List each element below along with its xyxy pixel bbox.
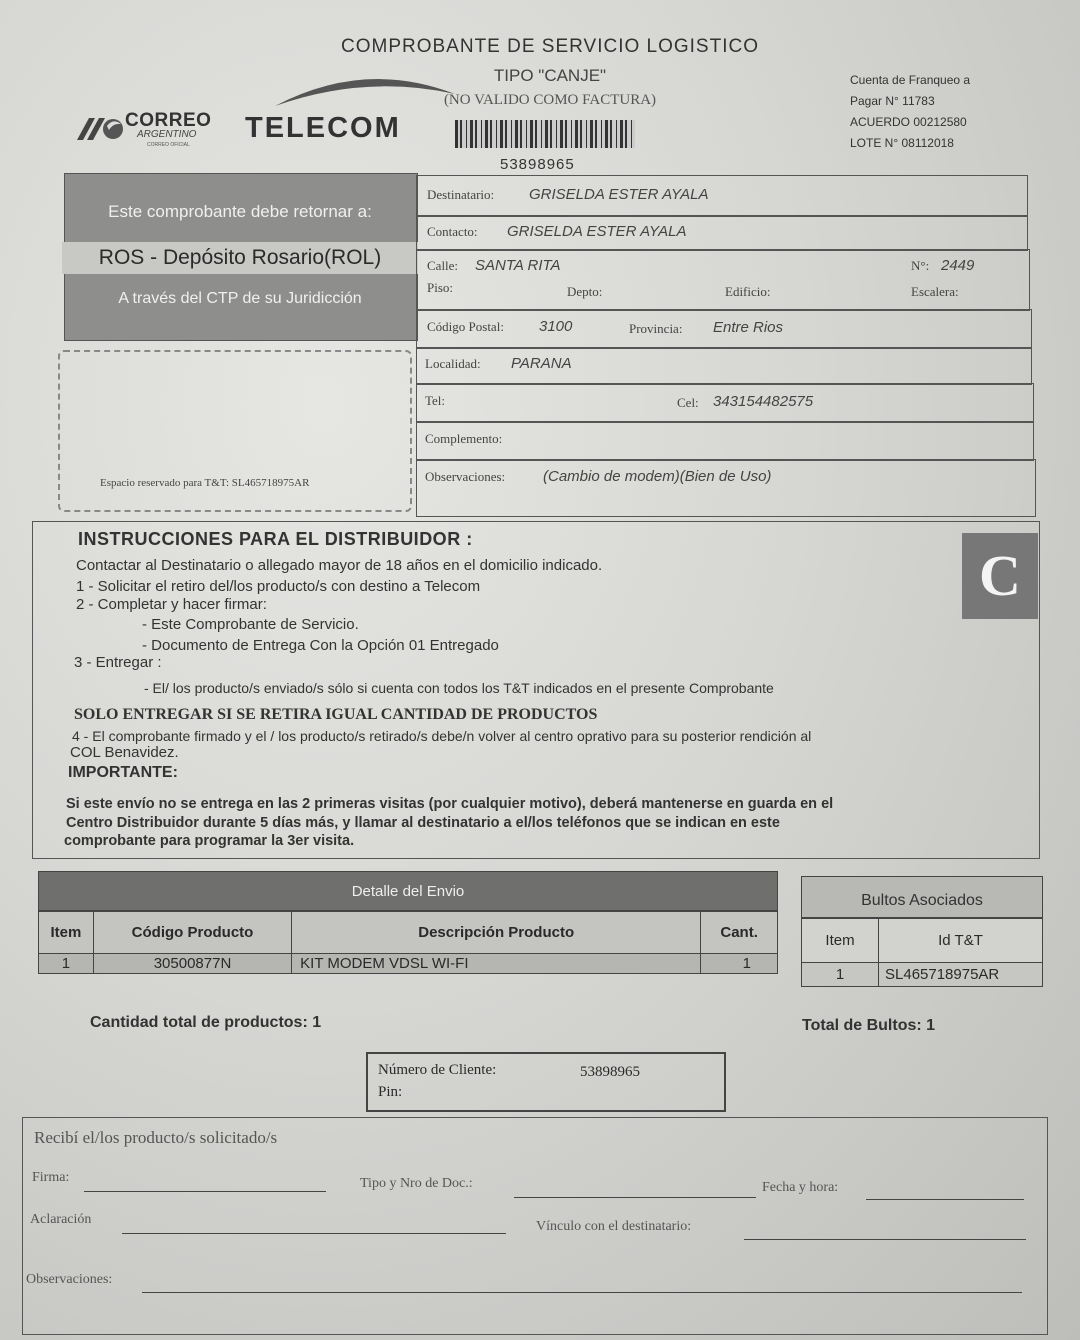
instruction-line: 1 - Solicitar el retiro del/los producto/s con destino a Telecom bbox=[76, 578, 481, 595]
acuerdo-number: ACUERDO 00212580 bbox=[850, 115, 967, 129]
cel-value: 343154482575 bbox=[713, 393, 814, 410]
depto-label: Depto: bbox=[567, 284, 603, 299]
invoice-note: (NO VALIDO COMO FACTURA) bbox=[443, 92, 657, 108]
col-item: Item bbox=[39, 912, 94, 954]
lote-number: LOTE N° 08112018 bbox=[850, 136, 954, 150]
signature-title: Recibí el/los producto/s solicitado/s bbox=[34, 1128, 278, 1147]
instructions-title: INSTRUCCIONES PARA EL DISTRIBUIDOR : bbox=[78, 529, 473, 549]
signature-box bbox=[22, 1117, 1048, 1335]
firma-line[interactable] bbox=[84, 1191, 326, 1192]
correo-logo-small: CORREO OFICIAL bbox=[147, 142, 190, 148]
instruction-line: 4 - El comprobante firmado y el / los producto/s retirado/s debe/n volver al centro oprativo para su posterior rendición al bbox=[72, 728, 812, 744]
contacto-value: GRISELDA ESTER AYALA bbox=[507, 223, 687, 240]
observaciones-label: Observaciones: bbox=[425, 469, 506, 484]
cell-item: 1 bbox=[802, 963, 879, 987]
calle-value: SANTA RITA bbox=[475, 257, 561, 274]
aclaracion-label: Aclaración bbox=[30, 1212, 92, 1227]
col-codigo: Código Producto bbox=[93, 912, 291, 954]
cell-codigo: 30500877N bbox=[93, 954, 291, 974]
instruction-warning: SOLO ENTREGAR SI SE RETIRA IGUAL CANTIDAD DE PRODUCTOS bbox=[74, 706, 598, 723]
escalera-label: Escalera: bbox=[911, 284, 959, 299]
correo-argentino-logo bbox=[75, 110, 245, 154]
tipo-doc-line[interactable] bbox=[514, 1197, 756, 1198]
cliente-box bbox=[366, 1052, 726, 1112]
telefono-row bbox=[416, 383, 1034, 423]
localidad-value: PARANA bbox=[511, 355, 572, 372]
cell-cantidad: 1 bbox=[701, 954, 778, 974]
complemento-row bbox=[416, 421, 1034, 461]
vinculo-line[interactable] bbox=[744, 1239, 1026, 1240]
localidad-label: Localidad: bbox=[425, 356, 481, 371]
col-cantidad: Cant. bbox=[701, 912, 778, 954]
table-row bbox=[39, 954, 778, 974]
col-id-tt: Id T&T bbox=[879, 919, 1043, 963]
telecom-logo: TELECOM bbox=[245, 112, 401, 144]
cliente-label: Número de Cliente: bbox=[378, 1062, 497, 1078]
table-header-row bbox=[802, 919, 1043, 963]
correo-logo-text: CORREO bbox=[125, 110, 212, 131]
table-row bbox=[802, 963, 1043, 987]
localidad-row bbox=[416, 347, 1032, 385]
tel-label: Tel: bbox=[425, 393, 446, 408]
franqueo-info bbox=[850, 70, 1050, 154]
franqueo-number: Pagar N° 11783 bbox=[850, 94, 935, 108]
cell-descripcion: KIT MODEM VDSL WI-FI bbox=[292, 954, 701, 974]
aclaracion-line[interactable] bbox=[122, 1233, 506, 1234]
correo-logo-sub: ARGENTINO bbox=[137, 129, 197, 140]
total-bultos: Total de Bultos: 1 bbox=[802, 1017, 936, 1034]
numero-label: N°: bbox=[911, 258, 930, 273]
destinatario-row bbox=[416, 175, 1028, 217]
important-line: Centro Distribuidor durante 5 días más, y llamar al destinatario a el/los teléfonos que se indican en este bbox=[66, 815, 780, 831]
table-header-row bbox=[39, 912, 778, 954]
reserved-space-text: Espacio reservado para T&T: SL465718975AR bbox=[100, 477, 310, 489]
calle-label: Calle: bbox=[427, 258, 459, 273]
instruction-line: - Documento de Entrega Con la Opción 01 Entregado bbox=[142, 637, 499, 654]
franqueo-line: Cuenta de Franqueo a bbox=[850, 73, 971, 87]
document-type: TIPO "CANJE" bbox=[493, 66, 607, 85]
fecha-label: Fecha y hora: bbox=[762, 1180, 839, 1195]
firma-label: Firma: bbox=[32, 1170, 70, 1185]
detalle-table bbox=[38, 911, 778, 974]
important-line: comprobante para programar la 3er visita. bbox=[64, 833, 355, 849]
observaciones-row bbox=[416, 459, 1036, 517]
codigo-postal-row bbox=[416, 309, 1032, 349]
cell-id-tt: SL465718975AR bbox=[879, 963, 1043, 987]
barcode bbox=[455, 120, 635, 148]
contacto-row bbox=[416, 215, 1028, 251]
detalle-envio-title: Detalle del Envio bbox=[38, 871, 778, 911]
instruction-line: COL Benavidez. bbox=[70, 744, 179, 761]
category-badge: C bbox=[962, 533, 1038, 619]
cp-label: Código Postal: bbox=[427, 319, 504, 334]
pin-label: Pin: bbox=[378, 1084, 403, 1100]
observaciones-line[interactable] bbox=[142, 1292, 1022, 1293]
instruction-line: 3 - Entregar : bbox=[74, 654, 162, 671]
instruction-line: 2 - Completar y hacer firmar: bbox=[76, 596, 267, 613]
instruction-line: Contactar al Destinatario o allegado mayor de 18 años en el domicilio indicado. bbox=[76, 557, 603, 574]
return-instruction: Este comprobante debe retornar a: bbox=[108, 202, 372, 221]
instruction-line: - Este Comprobante de Servicio. bbox=[142, 616, 359, 633]
fecha-line[interactable] bbox=[866, 1199, 1024, 1200]
bultos-table bbox=[801, 918, 1043, 987]
cliente-value: 53898965 bbox=[580, 1064, 640, 1080]
observaciones-value: (Cambio de modem)(Bien de Uso) bbox=[543, 468, 772, 485]
provincia-label: Provincia: bbox=[629, 321, 683, 336]
destinatario-value: GRISELDA ESTER AYALA bbox=[529, 186, 709, 203]
instruction-line: - El/ los producto/s enviado/s sólo si cuenta con todos los T&T indicados en el presente Comprobante bbox=[144, 680, 774, 696]
col-item: Item bbox=[802, 919, 879, 963]
cell-item: 1 bbox=[39, 954, 94, 974]
return-via: A través del CTP de su Juridicción bbox=[118, 290, 362, 307]
tipo-doc-label: Tipo y Nro de Doc.: bbox=[360, 1176, 473, 1191]
numero-value: 2449 bbox=[941, 257, 975, 274]
destinatario-label: Destinatario: bbox=[427, 187, 495, 202]
complemento-label: Complemento: bbox=[425, 431, 503, 446]
important-line: Si este envío no se entrega en las 2 primeras visitas (por cualquier motivo), deberá mantenerse en guarda en el bbox=[66, 796, 834, 812]
vinculo-label: Vínculo con el destinatario: bbox=[536, 1219, 692, 1234]
return-destination: ROS - Depósito Rosario(ROL) bbox=[62, 242, 418, 274]
calle-row bbox=[416, 249, 1030, 311]
barcode-number: 53898965 bbox=[500, 156, 575, 173]
important-label: IMPORTANTE: bbox=[68, 764, 178, 781]
cp-value: 3100 bbox=[539, 318, 573, 335]
total-productos: Cantidad total de productos: 1 bbox=[90, 1014, 322, 1031]
cel-label: Cel: bbox=[677, 395, 699, 410]
provincia-value: Entre Rios bbox=[713, 319, 784, 336]
col-descripcion: Descripción Producto bbox=[292, 912, 701, 954]
document-title: COMPROBANTE DE SERVICIO LOGISTICO bbox=[341, 36, 759, 57]
piso-label: Piso: bbox=[427, 280, 454, 295]
firma-observaciones-label: Observaciones: bbox=[26, 1272, 113, 1287]
contacto-label: Contacto: bbox=[427, 224, 478, 239]
correo-swoosh-icon bbox=[75, 114, 123, 144]
bultos-title: Bultos Asociados bbox=[801, 876, 1043, 918]
edificio-label: Edificio: bbox=[725, 284, 771, 299]
